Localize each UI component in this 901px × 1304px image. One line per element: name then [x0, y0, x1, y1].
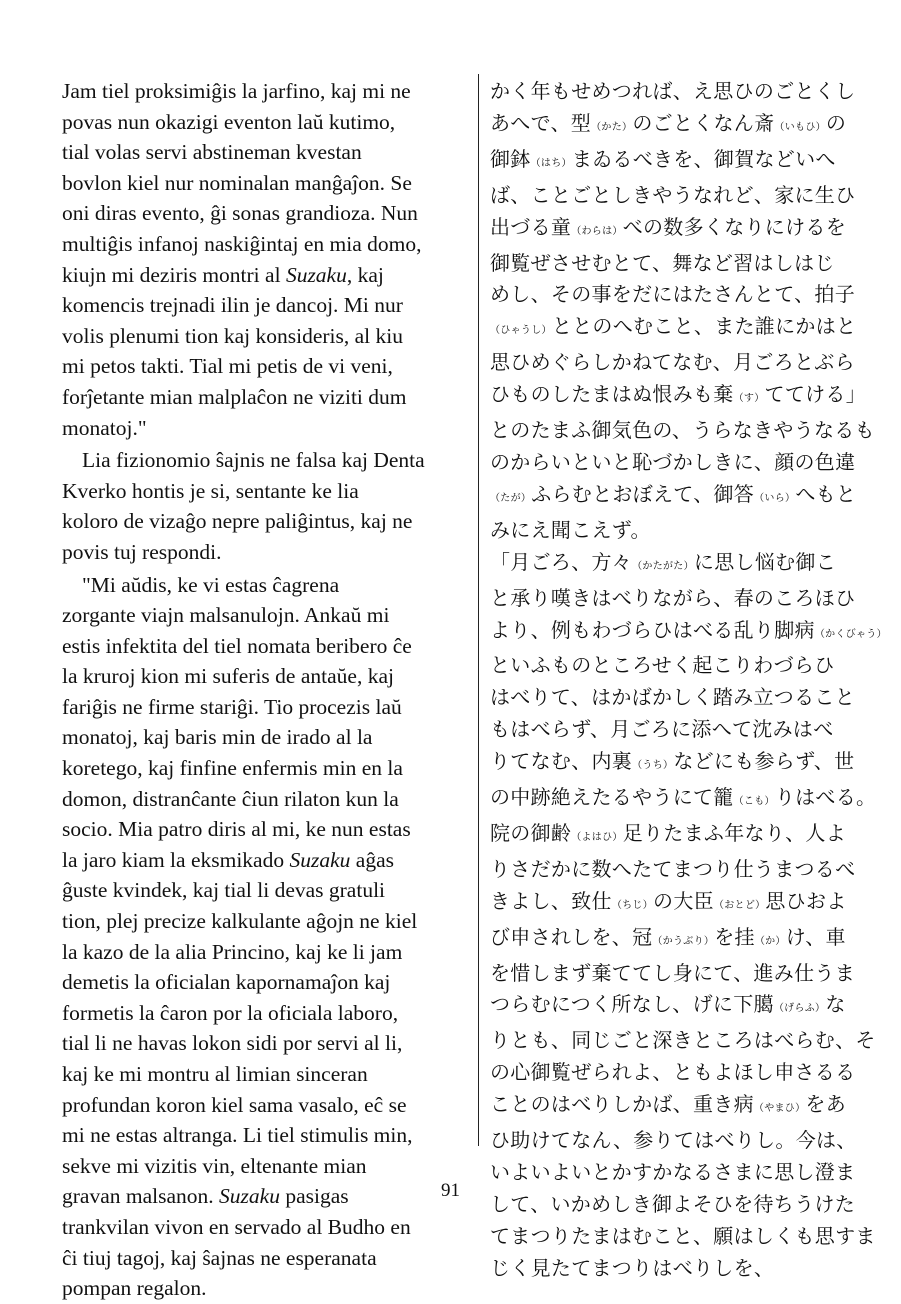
jp-line: じく見たてまつりはべりしを、 [490, 1255, 775, 1280]
jp-line: 出づる童（わらは）べの数多くなりにけるを [490, 214, 847, 239]
eo-line: pompan regalon. [62, 1276, 207, 1301]
jp-line: きよし、致仕（ちじ）の大臣（おとど）思ひおよ [490, 888, 847, 913]
jp-line: ひものしたまはぬ恨みも棄（す）ててける」 [490, 382, 867, 407]
eo-line: koretego, kaj finfine enfermis min en la [62, 756, 403, 781]
jp-line: といふものところせく起こりわづらひ [490, 653, 835, 678]
jp-line: を惜しまず棄ててし身にて、進み仕うま [490, 960, 855, 985]
eo-line: , kaj [346, 262, 384, 287]
furigana: （うち） [632, 760, 674, 772]
eo-line: ĉi tiuj tagoj, kaj ŝajnas ne esperanata [62, 1245, 377, 1270]
eo-italic-name: Suzaku [219, 1184, 280, 1209]
jp-line: みにえ聞こえず。 [490, 517, 651, 542]
jp-line: より、例もわづらひはべる乱り脚病（かくびゃう） [490, 617, 887, 642]
eo-line: mi ne estas altranga. Li tiel stimulis min, [62, 1123, 413, 1148]
jp-line: りさだかに数へたてまつり仕うまつるべ [490, 856, 856, 881]
furigana: （か） [754, 935, 786, 947]
eo-line: koloro de vizaĝo nepre paliĝintus, kaj ne [62, 509, 413, 534]
furigana: （こも） [733, 796, 775, 808]
jp-line: び申されしを、冠（かうぶり）を挂（か）け、車 [490, 924, 846, 949]
jp-line: ことのはべりしかば、重き病（やまひ）をあ [490, 1092, 847, 1117]
eo-line: tion, plej precize kalkulante aĝojn ne kiel [62, 909, 418, 934]
eo-line: monatoj, kaj baris min de irado al la [62, 725, 373, 750]
esperanto-paragraph-1 [62, 76, 464, 443]
jp-line: いよいよいとかすかなるさまに思し澄ま [490, 1160, 856, 1184]
eo-line: socio. Mia patro diris al mi, ke nun estas [62, 817, 411, 842]
eo-line: Kverko hontis je si, sentante ke lia [62, 478, 359, 503]
eo-line: zorgante viajn malsanulojn. Ankaŭ mi [62, 603, 390, 628]
furigana: （げらふ） [773, 1003, 826, 1015]
eo-line: kiujn mi deziris montri al [62, 262, 286, 287]
furigana: （ひゃうし） [490, 325, 552, 337]
furigana: （ちじ） [611, 899, 654, 911]
eo-line: ĝuste kvindek, kaj tial li devas gratuli [62, 878, 386, 903]
jp-line: ひ助けてなん、参りてはべりし。今は、 [490, 1128, 857, 1153]
eo-line: la kazo de la alia Princino, kaj ke li jam [62, 939, 403, 964]
jp-line: （ひゃうし）ととのへむこと、また誰にかはと [490, 314, 857, 339]
eo-line: profundan koron kiel sama vasalo, eĉ se [62, 1092, 407, 1117]
furigana: （す） [733, 393, 765, 405]
furigana: （やまひ） [753, 1103, 806, 1115]
eo-line: estis infektita del tiel nomata beribero ĉe [62, 633, 412, 658]
jp-line: 御覧ぜさせむとて、舞など習はしはじ [490, 250, 835, 275]
page-number: 91 [441, 1180, 460, 1201]
jp-line: の中跡絶えたるやうにて籠（こも）りはべる。 [490, 785, 877, 810]
jp-line: 「月ごろ、方々（かたがた）に思し悩む御こ [490, 549, 837, 574]
eo-line: formetis la ĉaron por la oficiala laboro, [62, 1000, 399, 1025]
eo-line: komencis trejnadi ilin je dancoj. Mi nur [62, 293, 403, 318]
jp-line: てまつりたまはむこと、願はしくも思すま [490, 1223, 876, 1248]
jp-line: して、いかめしき御よそひを待ちうけた [490, 1191, 855, 1216]
eo-line: volis plenumi tion kaj konsideris, al kiu [62, 323, 403, 348]
eo-line: povas nun okazigi eventon laŭ kutimo, [62, 109, 396, 134]
esperanto-paragraph-2 [62, 445, 464, 567]
jp-line: りとも、同じごと深きところはべらむ、そ [490, 1028, 876, 1053]
eo-line: oni diras evento, ĝi sonas grandioza. Nun [62, 201, 418, 226]
furigana: （いもひ） [774, 121, 826, 133]
furigana: （かたがた） [632, 560, 694, 572]
jp-line: ば、ことごとしきやうなれど、家に生ひ [490, 182, 856, 207]
jp-line: のからいといと恥づかしきに、顔の色違 [490, 449, 856, 474]
jp-line: 御鉢（はち）まゐるべきを、御賀などいへ [490, 146, 836, 171]
eo-line: kaj ke mi montru al limian sinceran [62, 1062, 368, 1086]
eo-italic-name: Suzaku [285, 262, 347, 287]
eo-line: trankvilan vivon en servado al Budho en [62, 1214, 411, 1239]
eo-line: bovlon kiel nur nominalan manĝaĵon. Se [62, 170, 412, 195]
eo-line: Jam tiel proksimiĝis la jarfino, kaj mi ne [62, 79, 411, 103]
furigana: （かくびゃう） [814, 628, 887, 640]
eo-line: demetis la oficialan kapornamaĵon kaj [62, 970, 391, 995]
furigana: （わらは） [571, 225, 623, 237]
eo-line: povis tuj respondi. [62, 539, 222, 564]
furigana: （かうぶり） [652, 935, 715, 947]
eo-line: Lia fizionomio ŝajnis ne falsa kaj Denta [82, 448, 425, 473]
jp-line: 院の御齢（よはひ）足りたまふ年なり、人よ [490, 820, 847, 845]
jp-line: の心御覧ぜられよ、ともよほし申さるる [490, 1060, 856, 1085]
eo-line: la kruroj kion mi suferis de antaŭe, kaj [62, 664, 394, 689]
furigana: （はち） [530, 157, 572, 169]
japanese-column [490, 76, 887, 1285]
furigana: （たが） [490, 492, 532, 504]
jp-line: はべりて、はかばかしく踏み立つること [490, 685, 855, 710]
jp-line: と承り嘆きはべりながら、春のころほひ [490, 585, 856, 610]
jp-line: りてなむ、内裏（うち）などにも参らず、世 [490, 749, 855, 774]
eo-line: tial li ne havas lokon sidi por servi al li, [62, 1031, 403, 1056]
eo-line: "Mi aŭdis, ke vi estas ĉagrena [82, 572, 340, 597]
eo-line: forĵetante mian malplaĉon ne viziti dum [62, 384, 407, 409]
furigana: （おとど） [713, 899, 766, 911]
jp-line: とのたまふ御気色の、うらなきやうなるも [490, 418, 875, 443]
eo-line: la jaro kiam la eksmikado [62, 847, 290, 872]
eo-line: mi petos takti. Tial mi petis de vi veni, [62, 354, 393, 379]
furigana: （よはひ） [571, 831, 623, 843]
jp-line: あへで、型（かた）のごとくなん斎（いもひ）の [490, 110, 847, 135]
eo-italic-name: Suzaku [289, 847, 351, 872]
eo-line: sekve mi vizitis vin, eltenante mian [62, 1153, 367, 1178]
eo-line: aĝas [350, 847, 394, 872]
eo-line: pasigas [279, 1184, 349, 1209]
eo-line: gravan malsanon. [62, 1184, 220, 1209]
jp-line: めし、その事をだにはたさんとて、拍子 [490, 282, 855, 307]
eo-line: multiĝis infanoj naskiĝintaj en mia domo, [62, 231, 422, 256]
eo-line: fariĝis ne firme stariĝi. Tio procezis laŭ [62, 694, 402, 719]
esperanto-column [62, 76, 464, 1304]
jp-line: かく年もせめつれば、え思ひのごとくし [490, 79, 856, 103]
eo-line: domon, distranĉante ĉiun rilaton kun la [62, 786, 399, 811]
jp-line: （たが）ふらむとおぼえて、御答（いら）へもと [490, 481, 857, 506]
furigana: （いら） [754, 492, 796, 504]
jp-line: 思ひめぐらしかねてなむ、月ごろとぶら [490, 350, 855, 375]
eo-line: monatoj." [62, 415, 147, 440]
jp-line: つらむにつく所なし、げに下臈（げらふ）な [490, 992, 846, 1017]
column-divider [478, 74, 479, 1146]
jp-line: もはべらず、月ごろに添へて沈みはべ [490, 717, 834, 742]
furigana: （かた） [591, 121, 633, 133]
eo-line: tial volas servi abstineman kvestan [62, 140, 362, 165]
